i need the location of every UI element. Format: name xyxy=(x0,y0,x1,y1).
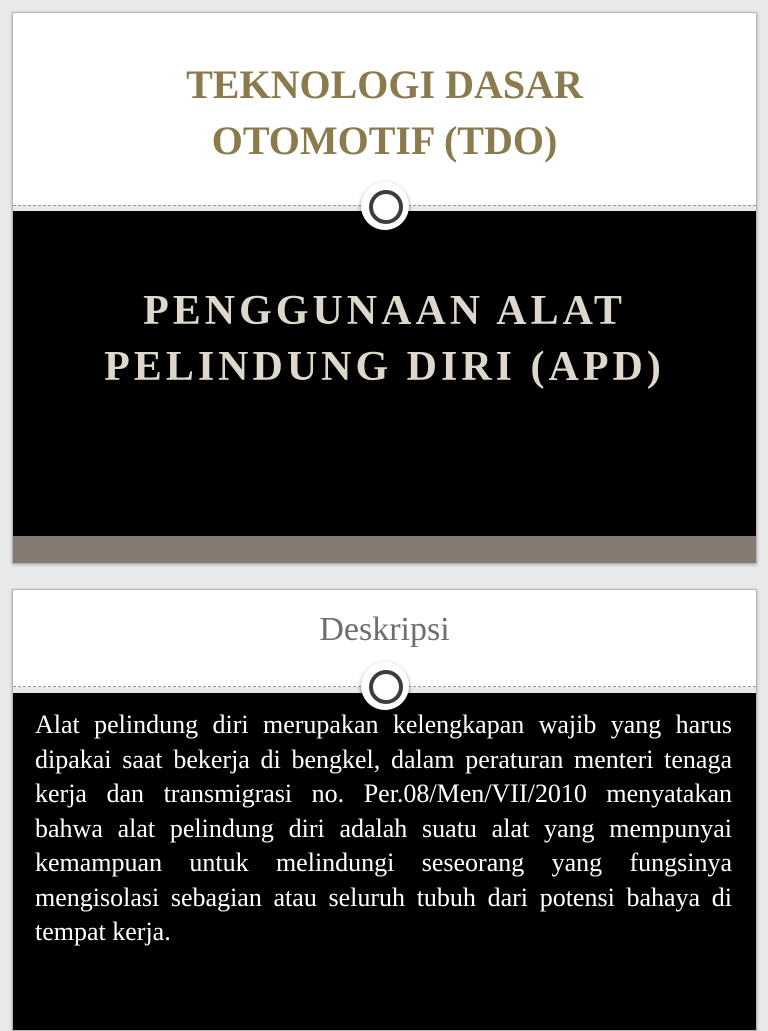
slide-1-subtitle-line-2: PELINDUNG DIRI (APD) xyxy=(104,344,665,390)
slide-1-title-line-2: OTOMOTIF (TDO) xyxy=(211,118,558,163)
slide-1-subtitle xyxy=(13,283,756,395)
slide-1-footer-bar xyxy=(13,536,756,563)
ring-ornament-icon xyxy=(361,662,409,710)
slide-1-title-line-1: TEKNOLOGI DASAR xyxy=(186,62,583,107)
slide-1 xyxy=(12,12,757,564)
slide-1-title xyxy=(13,57,756,169)
ring-ornament-icon xyxy=(361,182,409,230)
slide-2-paragraph: Alat pelindung diri merupakan kelengkapan wajib yang harus dipakai saat bekerja di bengkel, dalam peraturan menteri tenaga kerja dan transmigrasi no. Per.08/Men/VII/2010 menyatakan bahwa alat pelindung diri adalah suatu alat yang mempunyai kemampuan untuk melindungi seseorang yang fungsinya mengisolasi sebagian atau seluruh tubuh dari potensi bahaya di tempat kerja. xyxy=(35,710,732,946)
slide-2 xyxy=(12,589,757,1031)
slide-1-subtitle-line-1: PENGGUNAAN ALAT xyxy=(143,288,626,334)
slide-1-header xyxy=(13,13,756,205)
slide-2-title: Deskripsi xyxy=(319,611,450,648)
